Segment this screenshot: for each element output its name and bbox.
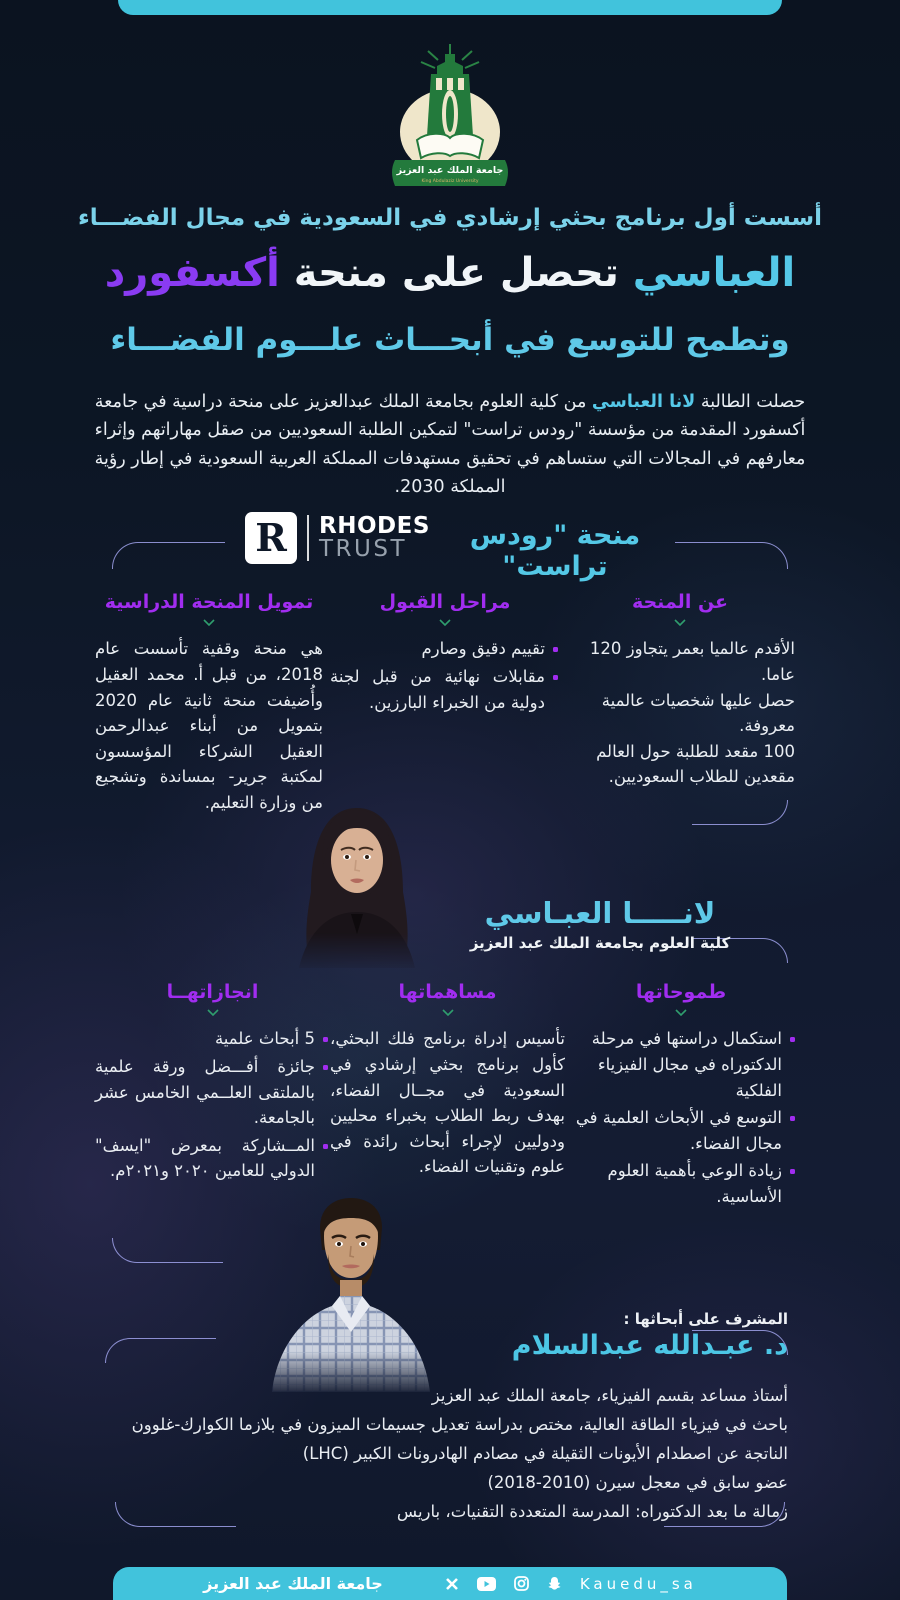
achievement-item: جائزة أفـــضل ورقة علمية بالملتقى العلــمي الخامس عشر بالجامعة. [95, 1054, 330, 1131]
stage-item: تقييم دقيق وصارم [330, 636, 560, 662]
chevron-down-icon [207, 1009, 219, 1016]
lana-name: لانـــــا العبـاسي [484, 896, 716, 930]
chevron-down-icon [442, 1009, 454, 1016]
headline-middle: تحصل على منحة [279, 250, 633, 296]
youtube-icon[interactable] [477, 1577, 496, 1591]
rhodes-wordmark-line2: TRUST [319, 536, 408, 562]
chevron-down-icon [675, 1009, 687, 1016]
bracket-supervisor-top-left [105, 1338, 216, 1363]
rhodes-section-title: منحة "رودس تراست" [469, 520, 641, 582]
rhodes-wordmark-line1: RHODES [319, 512, 430, 539]
lana-portrait-graphic [281, 794, 433, 968]
headline-line1: أسست أول برنامج بحثي إرشادي في السعودية في مجال الفضـــاء [77, 205, 823, 231]
x-icon[interactable] [445, 1577, 459, 1591]
intro-before: حصلت الطالبة [695, 392, 806, 412]
chevron-down-icon [674, 619, 686, 626]
supervisor-portrait-photo [232, 1192, 470, 1396]
bracket-rhodes-top-right [675, 542, 788, 569]
supervisor-bio-line: الناتجة عن اصطدام الأيونات الثقيلة في مصادم الهادرونات الكبير (LHC) [302, 1443, 788, 1463]
bracket-supervisor-bottom-left [115, 1502, 236, 1527]
column-title: تمويل المنحة الدراسية [104, 591, 314, 613]
achievement-item: 5 أبحاث علمية [95, 1026, 330, 1052]
column-contributions [330, 978, 565, 1180]
column-title: مراحل القبول [379, 591, 511, 613]
about-item: حصل عليها شخصيات عالمية معروفة. [601, 690, 795, 736]
contributions-paragraph: تأسيس إدراة برنامج فلك البحثي، كأول برنامج بحثي إرشادي في السعودية في مجــال الفضاء، بهدف ربط الطلاب بخبراء محليين ودوليين لإجراء أبحاث رائدة في علوم وتقنيات الفضاء. [330, 1029, 565, 1177]
supervisor-label: المشرف على أبحاثها : [623, 1310, 788, 1328]
lana-subtitle: كلية العلوم بجامعة الملك عبد العزيز [469, 934, 731, 952]
supervisor-bio-line: زمالة ما بعد الدكتوراه: المدرسة المتعددة التقنيات، باريس [396, 1501, 788, 1521]
column-title: مساهماتها [398, 981, 497, 1003]
headline-line2 [30, 250, 870, 296]
rhodes-trust-logo [245, 512, 430, 564]
instagram-icon[interactable] [514, 1576, 529, 1591]
headline-surname: العباسي [632, 250, 796, 296]
snapchat-icon[interactable] [547, 1576, 562, 1591]
column-title: طموحاتها [635, 981, 727, 1003]
stage-item: مقابلات نهائية من قبل لجنة دولية من الخبراء البارزين. [330, 664, 560, 715]
rhodes-logo-wordmark [319, 512, 430, 562]
supervisor-bio-line: عضو سابق في معجل سيرن (2010-2018) [487, 1472, 788, 1492]
column-ambitions [565, 978, 797, 1211]
footer-university-name: جامعة الملك عبد العزيز [203, 1574, 383, 1593]
supervisor-portrait-graphic [232, 1192, 470, 1392]
achievement-item: المــشاركة بمعرض "ايسف" الدولي للعامين ٢٠٢٠ و٢٠٢١م. [95, 1133, 330, 1184]
headline-line3: وتطمح للتوسع في أبحـــاث علـــوم الفضـــاء [110, 322, 790, 358]
footer-social-handle[interactable]: Kauedu_sa [579, 1574, 697, 1593]
supervisor-name: د. عبـدالله عبدالسلام [511, 1330, 788, 1361]
column-title: انجازاتهــا [166, 981, 259, 1003]
chevron-down-icon [203, 619, 215, 626]
about-item: الأقدم عالميا بعمر يتجاوز 120 عاما. [589, 639, 795, 684]
footer-bar [113, 1567, 787, 1600]
intro-after: من كلية العلوم بجامعة الملك عبدالعزيز على منحة دراسية في جامعة أكسفورد المقدمة من مؤسسة "رودس تراست" لتمكين الطلبة السعوديين من صقل مهاراتهم وإثراء معارفهم في المجالات التي ستساهم في تحقيق مستهدفات المملكة العربية السعودية في إطار رؤية المملكة 2030. [94, 392, 806, 498]
bracket-rhodes-bottom-right [692, 800, 788, 825]
intro-student-name: لانا العباسي [591, 392, 696, 412]
rhodes-r-mark-icon: R [245, 512, 297, 564]
supervisor-bio-line: باحث في فيزياء الطاقة العالية، مختص بدراسة تعديل جسيمات الميزون في بلازما الكوارك-غلوون [131, 1414, 788, 1434]
bracket-rhodes-top-left [112, 542, 225, 569]
column-title: عن المنحة [631, 591, 729, 613]
bracket-lana-bottom-left [112, 1238, 223, 1263]
rhodes-logo-separator [307, 515, 309, 561]
intro-paragraph [78, 388, 822, 501]
headline-oxford: أكسفورد [104, 250, 280, 296]
column-scholarship-funding [95, 588, 323, 815]
logo-university-name-ar: جامعة الملك عبد العزيز [396, 165, 504, 176]
supervisor-bio-line: أستاذ مساعد بقسم الفيزياء، جامعة الملك عبد العزيز [431, 1386, 788, 1405]
logo-university-name-en: King Abdulaziz University [421, 179, 479, 184]
column-admission-stages [330, 588, 560, 717]
column-about-scholarship [565, 588, 795, 790]
ambition-item: التوسع في الأبحاث العلمية في مجال الفضاء. [565, 1105, 797, 1156]
column-achievements [95, 978, 330, 1186]
ambition-item: استكمال دراستها في مرحلة الدكتوراه في مجال الفيزياء الفلكية [565, 1026, 797, 1103]
kau-logo-graphic [365, 40, 535, 190]
bracket-supervisor-bottom-right [664, 1502, 785, 1527]
chevron-down-icon [439, 619, 451, 626]
ambition-item: زيادة الوعي بأهمية العلوم الأساسية. [565, 1158, 797, 1209]
funding-paragraph: هي منحة وقفية تأسست عام 2018، من قبل أ. محمد العقيل وأُضيفت منحة ثانية عام 2020 بتمويل من أبناء عبدالرحمن العقيل الشركاء المؤسسون لمكتبة جرير- بمساندة وتشجيع من وزارة التعليم. [95, 639, 323, 812]
kau-logo [365, 40, 535, 185]
about-item: 100 مقعد للطلبة حول العالم مقعدين للطلاب السعوديين. [596, 741, 795, 787]
lana-portrait-photo [281, 794, 433, 972]
top-accent-bar [118, 0, 782, 15]
